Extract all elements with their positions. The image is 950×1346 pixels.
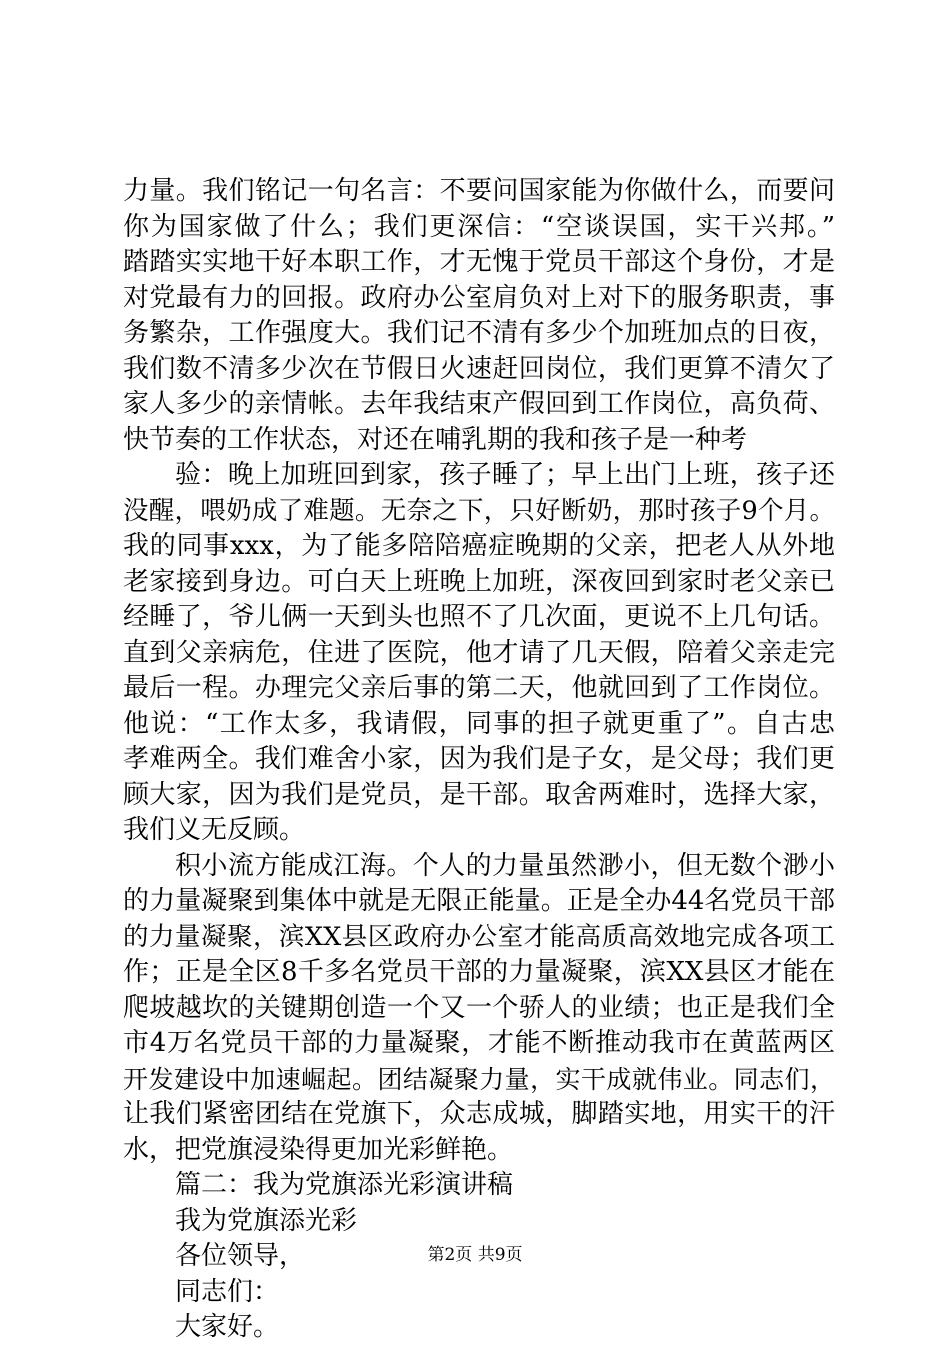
document-body: [123, 174, 835, 1346]
text-line: 力量。我们铭记一句名言：不要问国家能为你做什么，而要问: [123, 176, 835, 206]
text-line: 你为国家做了什么；我们更深信：“空谈误国，实干兴邦。”: [123, 211, 835, 242]
text-line: 积小流方能成江海。个人的力量虽然渺小，但无数个渺小: [175, 850, 835, 881]
text-line: 没醒，喂奶成了难题。无奈之下，只好断奶，那时孩子9个月。: [123, 495, 835, 526]
text-line: 经睡了，爷儿俩一天到头也照不了几次面，更说不上几句话。: [123, 602, 835, 632]
text-line: 他说：“工作太多，我请假，同事的担子就更重了”。自古忠: [123, 708, 835, 739]
text-line: 我的同事xxx，为了能多陪陪癌症晚期的父亲，把老人从外地: [123, 531, 835, 561]
text-line: 踏踏实实地干好本职工作，才无愧于党员干部这个身份，才是: [123, 247, 835, 277]
text-line: 快节奏的工作状态，对还在哺乳期的我和孩子是一种考: [123, 424, 748, 455]
text-line: 验：晚上加班回到家，孩子睡了；早上出门上班，孩子还: [175, 460, 835, 490]
text-line: 市4万名党员干部的力量凝聚，才能不断推动我市在黄蓝两区: [123, 1028, 835, 1058]
text-line: 务繁杂，工作强度大。我们记不清有多少个加班加点的日夜，: [123, 318, 835, 348]
text-line: 让我们紧密团结在党旗下，众志成城，脚踏实地，用实干的汗: [123, 1099, 835, 1129]
text-line: 爬坡越坎的关键期创造一个又一个骄人的业绩；也正是我们全: [123, 992, 835, 1023]
speech-title: 我为党旗添光彩: [175, 1205, 358, 1236]
greeting-line: 大家好。: [175, 1312, 280, 1342]
text-line: 直到父亲病危，住进了医院，他才请了几天假，陪着父亲走完: [123, 637, 835, 668]
text-line: 的力量凝聚，滨XX县区政府办公室才能高质高效地完成各项工: [123, 921, 835, 952]
salutation-line: 同志们：: [175, 1276, 280, 1307]
text-line: 开发建设中加速崛起。团结凝聚力量，实干成就伟业。同志们，: [123, 1064, 835, 1094]
text-line: 孝难两全。我们难舍小家，因为我们是子女，是父母；我们更: [123, 744, 835, 774]
text-line: 作；正是全区8千多名党员干部的力量凝聚，滨XX县区才能在: [123, 957, 835, 987]
text-line: 最后一程。办理完父亲后事的第二天，他就回到了工作岗位。: [123, 673, 835, 703]
text-line: 我们数不清多少次在节假日火速赶回岗位，我们更算不清欠了: [123, 353, 835, 384]
text-line: 水，把党旗浸染得更加光彩鲜艳。: [123, 1134, 514, 1165]
page-number-footer: 第2页 共9页: [427, 1245, 523, 1265]
text-line: 我们义无反顾。: [123, 815, 306, 845]
text-line: 老家接到身边。可白天上班晚上加班，深夜回到家时老父亲已: [123, 566, 835, 597]
text-line: 对党最有力的回报。政府办公室肩负对上对下的服务职责，事: [123, 282, 835, 313]
text-line: 的力量凝聚到集体中就是无限正能量。正是全办44名党员干部: [123, 886, 835, 916]
salutation-line: 各位领导，: [175, 1241, 306, 1271]
section-heading: 篇二：我为党旗添光彩演讲稿: [175, 1170, 514, 1200]
text-line: 家人多少的亲情帐。去年我结束产假回到工作岗位，高负荷、: [123, 389, 835, 419]
text-line: 顾大家，因为我们是党员，是干部。取舍两难时，选择大家，: [123, 779, 835, 810]
